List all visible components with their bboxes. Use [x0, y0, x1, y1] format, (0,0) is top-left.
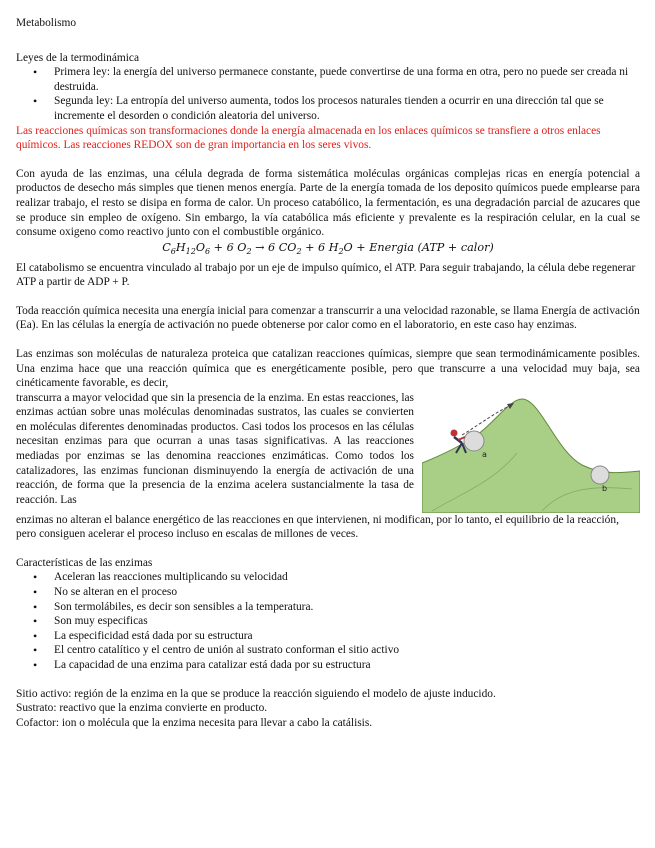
document-page: [16, 16, 640, 730]
list-item: • Aceleran las reacciones multiplicando su velocidad: [16, 570, 640, 585]
catabolism-paragraph: El catabolismo se encuentra vinculado al trabajo por un eje de impulso químico, el ATP. Para seguir trabajando, la célula debe regenerar ATP a partir de ADP + P.: [16, 261, 636, 289]
list-item: • No se alteran en el proceso: [16, 585, 640, 600]
definitions: [16, 687, 640, 731]
definition-active-site: Sitio activo: región de la enzima en la que se produce la reacción siguiendo el modelo de ajuste inducido.: [16, 687, 496, 700]
enzymes-tail-paragraph: enzimas no alteran el balance energético de las reacciones en que intervienen, ni modifican, por lo tanto, el equilibrio de la reacción, pero consiguen acelerar el proceso incluso en escalas de millones de veces.: [16, 513, 619, 541]
list-item: • El centro catalítico y el centro de unión al sustrato conforman el sitio activo: [16, 643, 640, 658]
list-item: • La especificidad está dada por su estructura: [16, 629, 640, 644]
boulder-b: [591, 466, 609, 484]
thermo-list: [16, 65, 640, 123]
page-title: Metabolismo: [16, 17, 77, 29]
label-a: a: [482, 449, 487, 459]
boulder-a: [464, 431, 484, 451]
enzymes-intro-paragraph: Con ayuda de las enzimas, una célula degrada de forma sistemática moléculas orgánicas complejas ricas en energía potencial a productos de desecho más simples que tienen menos energía. Parte de la energía tomada de los deposito químicos puede emplearse para realizar trabajo, el resto se disipa en forma de calor. Un proceso catabólico, la fermentación, es una degradación parcial de azucares que se produce sin empleo de oxígeno. Sin embargo, la vía catabólica más eficiente y prevalente es la respiración celular, en la cual se consume oxigeno como reactivo junto con el combustible orgánico.: [16, 167, 640, 239]
hill-shape: [422, 399, 640, 513]
list-item: • Segunda ley: La entropía del universo aumenta, todos los procesos naturales tienden a ocurrir en una dirección tal que se incremente el desorden o condición aleatoria del universo.: [16, 94, 640, 123]
red-note: Las reacciones químicas son transformaciones donde la energía almacenada en los enlaces químicos se transfiere a otros enlaces químicos. Las reacciones REDOX son de gran importancia en los seres vivos.: [16, 124, 601, 152]
enzymes-section: [16, 347, 640, 542]
label-b: b: [602, 483, 608, 493]
hill-boulder-svg: [422, 393, 640, 513]
enzymes-lead-paragraph: Las enzimas son moléculas de naturaleza proteica que catalizan reacciones químicas, siempre que sean termodinámicamente posibles. Una enzima hace que una reacción química que es energéticamente posible, pero que transcurre a una velocidad muy baja, sea cinéticamente favorable, es decir,: [16, 347, 640, 390]
list-item: • Son muy especificas: [16, 614, 640, 629]
definition-cofactor: Cofactor: ion o molécula que la enzima necesita para llevar a cabo la catálisis.: [16, 716, 373, 729]
characteristics-list: [16, 570, 640, 672]
thermo-heading: Leyes de la termodinámica: [16, 51, 140, 64]
enzymes-wrapped-paragraph: transcurra a mayor velocidad que sin la presencia de la enzima. En estas reacciones, las enzimas actúan sobre unas moléculas denominadas sustratos, las cuales se convierten en moléculas diferentes denominadas productos. Casi todos los procesos en las células necesitan enzimas para que ocurran a unas tasas significativas. A las reacciones mediadas por enzimas se las denomina reacciones enzimáticas. Como todos los catalizadores, las enzimas funcionan disminuyendo la energía de activación de una reacción, de forma que la presencia de la enzima acelera sustancialmente la tasa de reacción. Las: [16, 391, 414, 506]
list-item: • Primera ley: la energía del universo permanece constante, puede convertirse de una forma en otra, pero no puede ser creada ni destruida.: [16, 65, 640, 94]
characteristics-heading: Características de las enzimas: [16, 556, 153, 569]
activation-energy-illustration: [422, 393, 640, 513]
list-item: • Son termolábiles, es decir son sensibles a la temperatura.: [16, 600, 640, 615]
activation-energy-paragraph: Toda reacción química necesita una energía inicial para comenzar a transcurrir a una velocidad razonable, se llama Energía de activación (Ea). En las células la energía de activación no puede obtenerse por calor como en el laboratorio, en este caso hay enzimas.: [16, 304, 640, 332]
list-item: • La capacidad de una enzima para catalizar está dada por su estructura: [16, 658, 640, 673]
definition-substrate: Sustrato: reactivo que la enzima convierte en producto.: [16, 702, 268, 715]
respiration-equation: $C_6H_{12}O_6 + 6$ $O_2 \to 6$ $CO_2 + 6$ $H_2O$ + Energia (ATP + calor): [162, 240, 494, 256]
